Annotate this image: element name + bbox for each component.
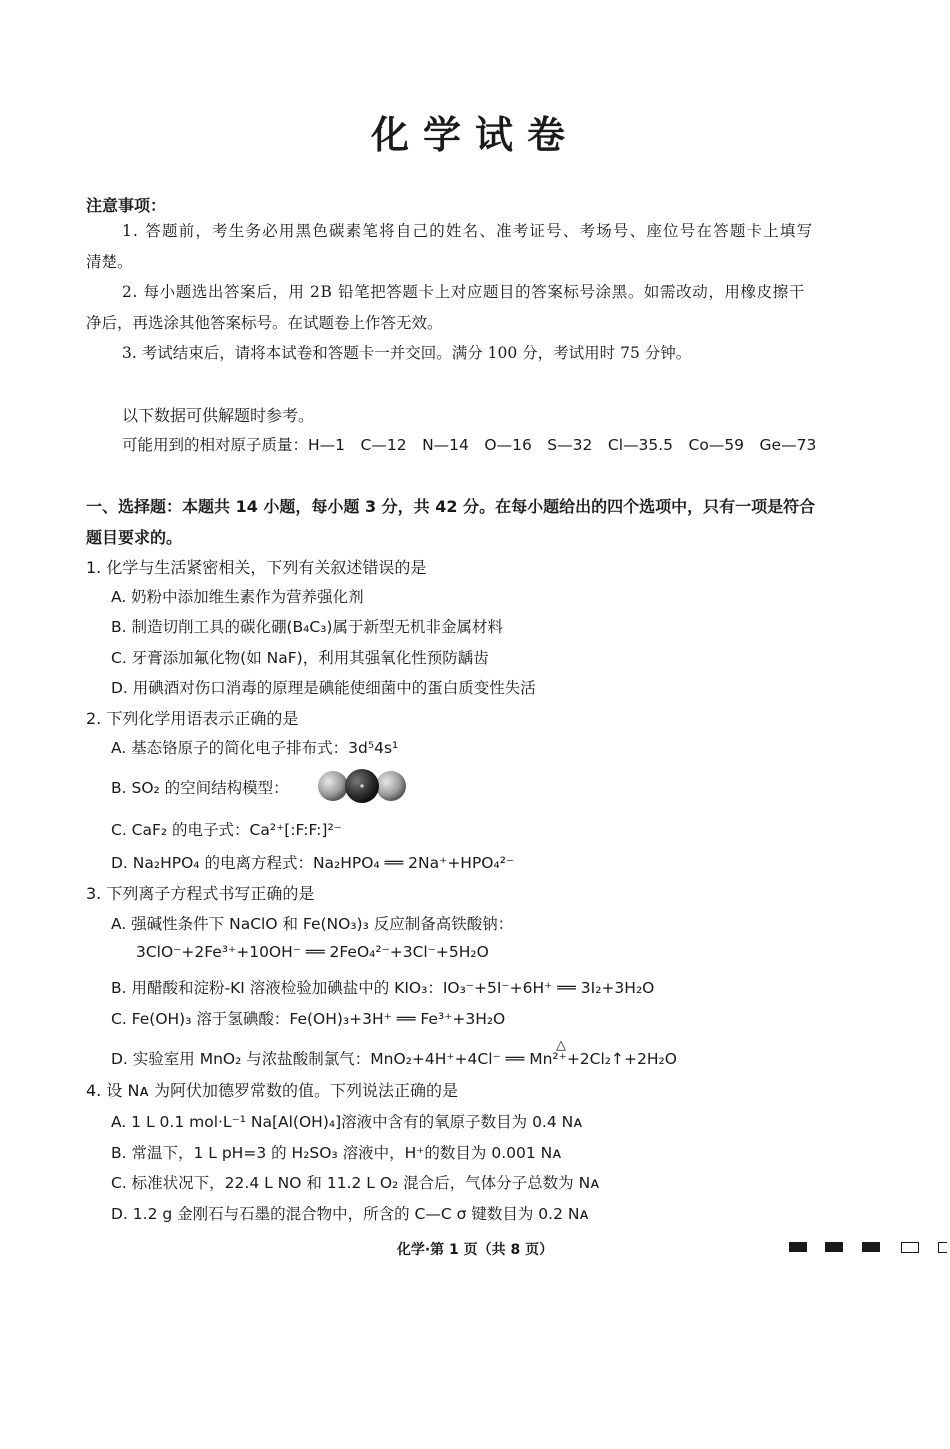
question-3-option-b: B. 用醋酸和淀粉-KI 溶液检验加碘盐中的 KIO₃：IO₃⁻+5I⁻+6H⁺ ══ 3I₂+3H₂O xyxy=(111,979,655,997)
question-3-option-d: D. 实验室用 MnO₂ 与浓盐酸制氯气：MnO₂+4H⁺+4Cl⁻ ══ Mn²⁺+2Cl₂↑+2H₂O xyxy=(111,1050,677,1068)
notice-item-2: 2. 每小题选出答案后，用 2B 铅笔把答题卡上对应题目的答案标号涂黑。如需改动，用橡皮擦干 xyxy=(122,283,805,301)
section-heading-cont: 题目要求的。 xyxy=(86,528,183,547)
notice-item-3: 3. 考试结束后，请将本试卷和答题卡一并交回。满分 100 分，考试用时 75 分钟。 xyxy=(122,344,692,362)
question-3-option-a-equation: 3ClO⁻+2Fe³⁺+10OH⁻ ══ 2FeO₄²⁻+3Cl⁻+5H₂O xyxy=(136,943,489,961)
question-1-option-d: D. 用碘酒对伤口消毒的原理是碘能使细菌中的蛋白质变性失活 xyxy=(111,679,536,697)
question-2-option-b: B. SO₂ 的空间结构模型： xyxy=(111,779,289,797)
notice-item-2-cont: 净后，再选涂其他答案标号。在试题卷上作答无效。 xyxy=(86,314,443,332)
notice-heading: 注意事项： xyxy=(86,196,167,215)
notice-item-1: 1. 答题前，考生务必用黑色碳素笔将自己的姓名、准考证号、考场号、座位号在答题卡上填写 xyxy=(122,222,814,240)
answer-mark-filled-2 xyxy=(825,1242,843,1252)
answer-mark-empty-1 xyxy=(901,1242,919,1253)
question-2-option-c: C. CaF₂ 的电子式：Ca²⁺[:F:F:]²⁻ xyxy=(111,821,342,839)
question-3-option-c: C. Fe(OH)₃ 溶于氢碘酸：Fe(OH)₃+3H⁺ ══ Fe³⁺+3H₂O xyxy=(111,1010,506,1028)
so2-ball-model-image xyxy=(316,769,408,803)
question-1-option-b: B. 制造切削工具的碳化硼(B₄C₃)属于新型无机非金属材料 xyxy=(111,618,503,636)
atomic-masses: 可能用到的相对原子质量：H—1 C—12 N—14 O—16 S—32 Cl—35.5 Co—59 Ge—73 xyxy=(122,436,817,454)
question-1-option-c: C. 牙膏添加氟化物(如 NaF)，利用其强氧化性预防龋齿 xyxy=(111,649,489,667)
reference-intro: 以下数据可供解题时参考。 xyxy=(122,406,315,425)
question-1-stem: 1. 化学与生活紧密相关，下列有关叙述错误的是 xyxy=(86,558,427,577)
question-4-option-c: C. 标准状况下，22.4 L NO 和 11.2 L O₂ 混合后，气体分子总数为 Nᴀ xyxy=(111,1174,600,1192)
question-2-stem: 2. 下列化学用语表示正确的是 xyxy=(86,709,299,728)
question-4-stem: 4. 设 Nᴀ 为阿伏加德罗常数的值。下列说法正确的是 xyxy=(86,1081,458,1100)
question-4-option-b: B. 常温下，1 L pH=3 的 H₂SO₃ 溶液中，H⁺的数目为 0.001 Nᴀ xyxy=(111,1144,562,1162)
question-4-option-a: A. 1 L 0.1 mol·L⁻¹ Na[Al(OH)₄]溶液中含有的氧原子数目为 0.4 Nᴀ xyxy=(111,1113,583,1131)
page-title: 化学试卷 xyxy=(370,112,579,157)
question-2-option-a: A. 基态铬原子的简化电子排布式：3d⁵4s¹ xyxy=(111,739,399,757)
answer-mark-empty-2 xyxy=(938,1242,947,1253)
question-4-option-d: D. 1.2 g 金刚石与石墨的混合物中，所含的 C—C σ 键数目为 0.2 Nᴀ xyxy=(111,1205,589,1223)
question-2-option-d: D. Na₂HPO₄ 的电离方程式：Na₂HPO₄ ══ 2Na⁺+HPO₄²⁻ xyxy=(111,854,515,872)
question-3-option-a: A. 强碱性条件下 NaClO 和 Fe(NO₃)₃ 反应制备高铁酸钠： xyxy=(111,915,514,933)
section-heading: 一、选择题：本题共 14 小题，每小题 3 分，共 42 分。在每小题给出的四个选项中，只有一项是符合 xyxy=(86,497,816,516)
heating-condition-mark: △ xyxy=(556,1038,566,1053)
notice-item-1-cont: 清楚。 xyxy=(86,253,133,271)
question-3-stem: 3. 下列离子方程式书写正确的是 xyxy=(86,884,315,903)
answer-mark-filled-3 xyxy=(862,1242,880,1252)
question-1-option-a: A. 奶粉中添加维生素作为营养强化剂 xyxy=(111,588,364,606)
answer-mark-filled-1 xyxy=(789,1242,807,1252)
page-footer: 化学·第 1 页（共 8 页） xyxy=(396,1242,554,1258)
